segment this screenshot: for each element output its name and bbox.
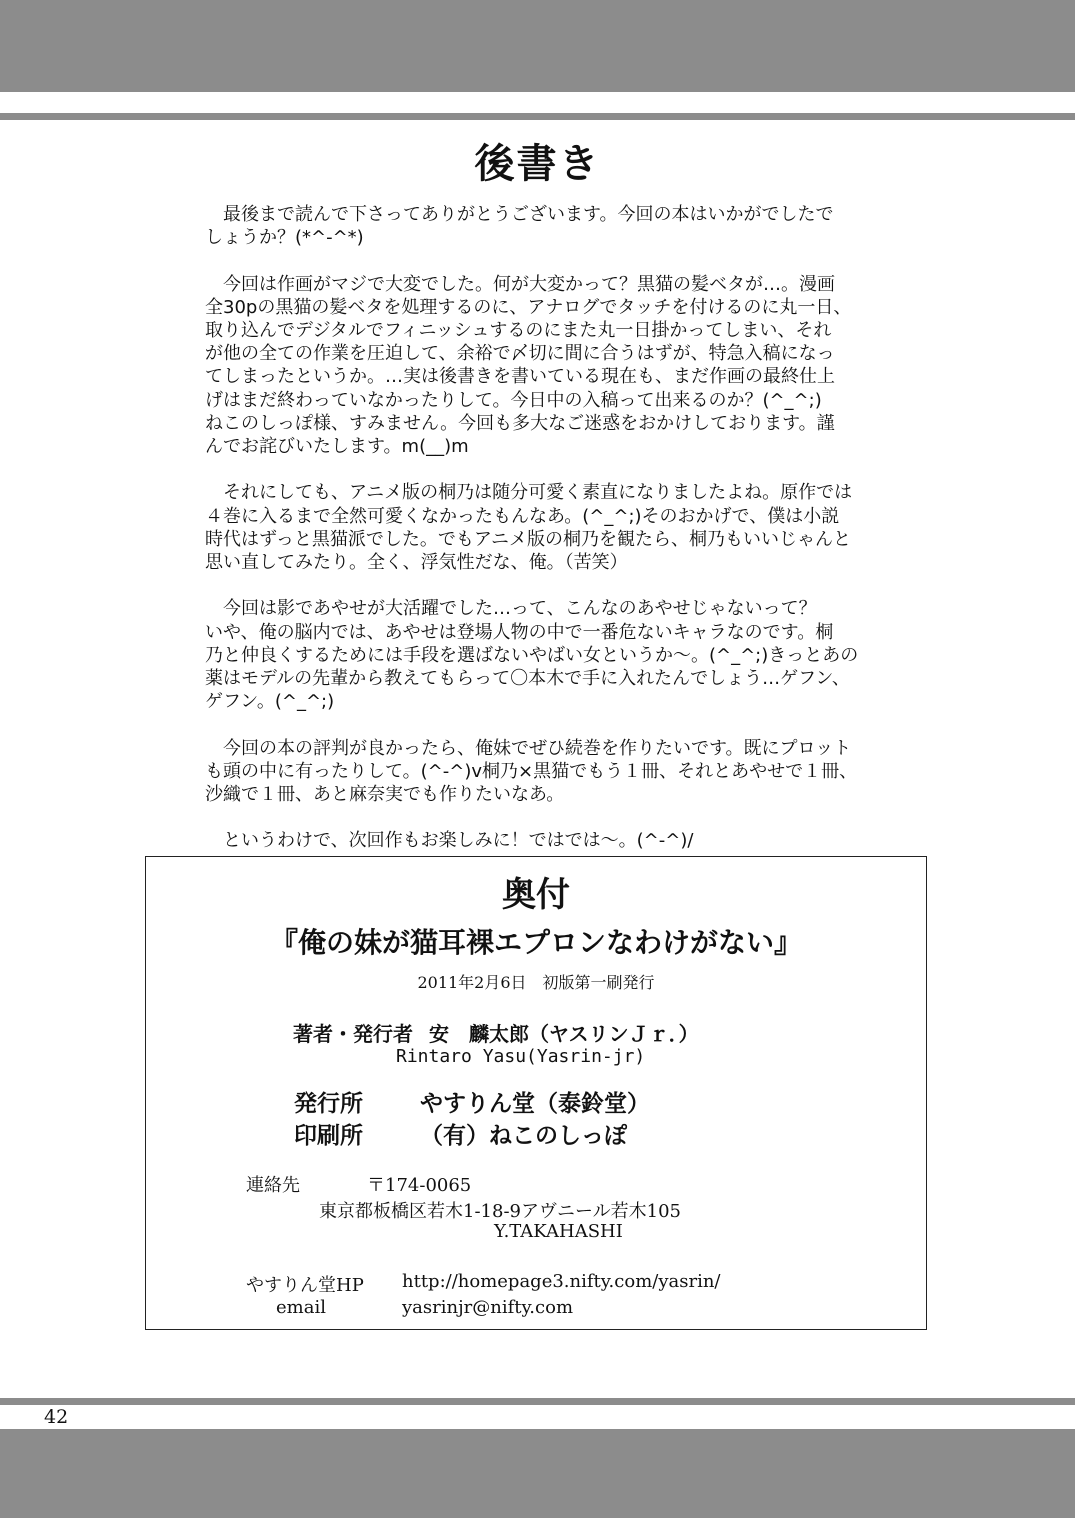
afterword-line: も頭の中に有ったりして。(^-^)v桐乃×黒猫でもう１冊、それとあやせで１冊、: [205, 760, 858, 782]
afterword-line: 最後まで読んで下さってありがとうございます。今回の本はいかがでしたで: [205, 204, 834, 225]
afterword-line: それにしても、アニメ版の桐乃は随分可愛く素直になりましたよね。原作では: [205, 482, 853, 504]
afterword-line: 取り込んでデジタルでフィニッシュするのにまた丸一日掛かってしまい、それ: [205, 320, 832, 341]
top-gray-band: [0, 0, 1075, 92]
afterword-line: が他の全ての作業を圧迫して、余裕で〆切に間に合うはずが、特急入稿になっ: [205, 343, 835, 365]
afterword-line: 全30pの黒猫の髪ベタを処理するのに、アナログでタッチを付けるのに丸一日、: [205, 296, 852, 318]
bottom-divider-rule: [0, 1398, 1075, 1405]
top-divider-rule: [0, 113, 1075, 120]
afterword-line: ねこのしっぽ様、すみません。今回も多大なご迷惑をおかけしております。謹: [205, 412, 835, 434]
afterword-line: 思い直してみたり。全く、浮気性だな、俺。（苦笑）: [205, 552, 628, 574]
colophon-box: [145, 856, 927, 1330]
afterword-line: いや、俺の脳内では、あやせは登場人物の中で一番危ないキャラなのです。桐: [205, 621, 834, 643]
afterword-line: 今回の本の評判が良かったら、俺妹でぜひ続巻を作りたいです。既にプロット: [205, 737, 852, 759]
page-title: 後書き: [474, 141, 601, 187]
contact-address: 東京都板橋区若木1-18-9アヴニール若木105: [319, 1201, 681, 1222]
afterword-line: 今回は影であやせが大活躍でした…って、こんなのあやせじゃないって？: [205, 598, 817, 620]
afterword-paragraph: [205, 737, 905, 807]
afterword-line: 沙織で１冊、あと麻奈実でも作りたいなあ。: [205, 784, 565, 806]
afterword-line: 薬はモデルの先輩から教えてもらって〇本木で手に入れたんでしょう…ゲフン、: [205, 668, 850, 690]
contact-label: 連絡先: [246, 1175, 300, 1196]
afterword-paragraph: [205, 597, 905, 713]
email-address: yasrinjr@nifty.com: [402, 1297, 574, 1318]
afterword-line: げはまだ終わっていなかったりして。今日中の入稿って出来るのか？(^_^;): [205, 389, 822, 411]
publication-date: 2011年2月6日 初版第一刷発行: [417, 973, 655, 992]
publisher-value: やすりん堂（泰鈴堂）: [420, 1091, 650, 1117]
book-title: 『俺の妹が猫耳裸エプロンなわけがない』: [269, 926, 802, 959]
publisher-label: 発行所: [294, 1091, 363, 1117]
afterword-text: [205, 203, 905, 876]
printer-value: （有）ねこのしっぽ: [420, 1123, 627, 1149]
email-label: email: [276, 1297, 326, 1318]
afterword-paragraph: [205, 273, 905, 459]
afterword-paragraph: [205, 829, 905, 852]
bottom-gray-band: [0, 1429, 1075, 1518]
afterword-line: しょうか？(*^-^*): [205, 227, 364, 249]
afterword-paragraph: [205, 481, 905, 574]
author-value: 安 麟太郎（ヤスリンＪｒ．）: [429, 1022, 699, 1046]
printer-label: 印刷所: [294, 1123, 363, 1149]
afterword-line: ゲフン。(^_^;): [205, 691, 335, 713]
homepage-url: http://homepage3.nifty.com/yasrin/: [402, 1271, 721, 1292]
contact-zip: 〒174-0065: [367, 1175, 472, 1196]
afterword-paragraph: [205, 203, 905, 249]
page-number: 42: [44, 1406, 69, 1428]
afterword-line: ４巻に入るまで全然可愛くなかったもんなあ。(^_^;)そのおかげで、僕は小説: [205, 505, 840, 527]
author-roman-name: Rintaro Yasu(Yasrin-jr): [396, 1046, 646, 1067]
afterword-line: てしまったというか。…実は後書きを書いている現在も、まだ作画の最終仕上: [205, 366, 835, 388]
afterword-line: 時代はずっと黒猫派でした。でもアニメ版の桐乃を観たら、桐乃もいいじゃんと: [205, 528, 852, 550]
afterword-line: 乃と仲良くするためには手段を選ばないやばい女というか〜。(^_^;)きっとあの: [205, 644, 859, 666]
afterword-line: んでお詫びいたします。m(__)m: [205, 436, 469, 458]
afterword-line: というわけで、次回作もお楽しみに！ではでは〜。(^-^)/: [205, 830, 694, 852]
contact-name: Y.TAKAHASHI: [494, 1221, 623, 1242]
afterword-line: 今回は作画がマジで大変でした。何が大変かって？黒猫の髪ベタが…。漫画: [205, 273, 835, 295]
homepage-label: やすりん堂HP: [246, 1275, 364, 1296]
author-label: 著者・発行者: [293, 1022, 413, 1046]
colophon-title: 奥付: [502, 875, 570, 915]
